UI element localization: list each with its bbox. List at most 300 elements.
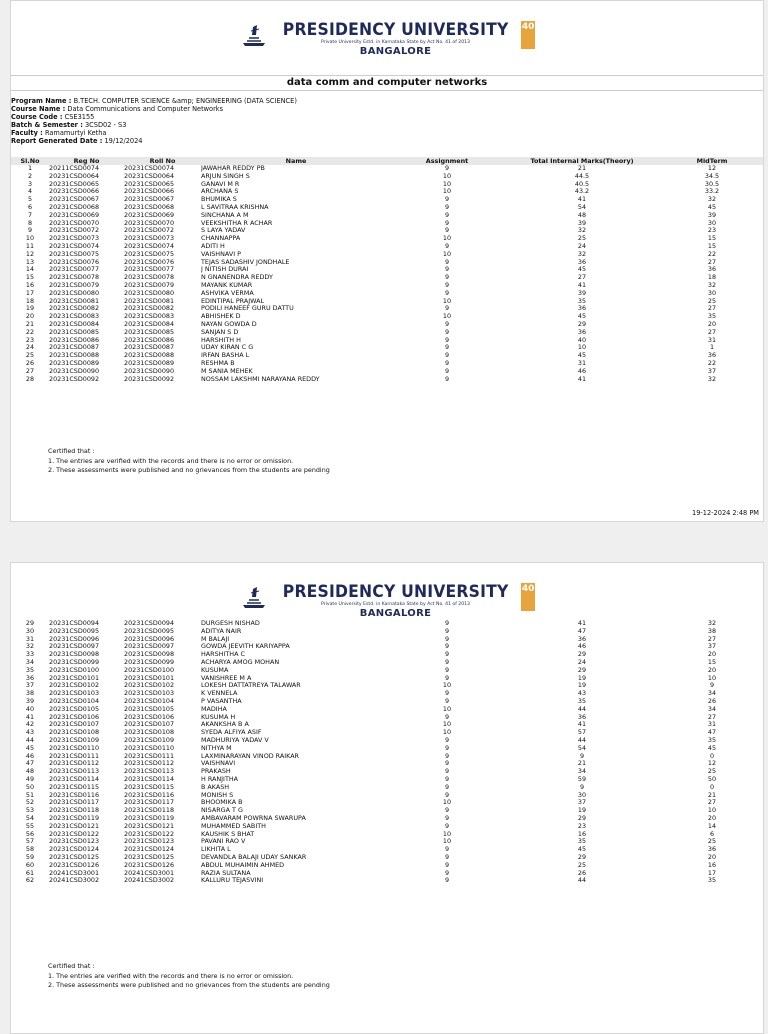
- cell-total: 54: [577, 744, 587, 752]
- cell-regno: 20231CSD0087: [49, 344, 100, 352]
- header-midterm: MidTerm: [661, 157, 763, 165]
- cell-assignment: 9: [444, 258, 450, 266]
- cell-assignment: 9: [444, 643, 450, 651]
- table-row: [11, 737, 763, 745]
- cell-midterm: 35: [707, 877, 717, 885]
- cell-slno: 8: [27, 219, 33, 227]
- marks-table-continued: [11, 620, 763, 885]
- cell-name: NISARGA T G: [201, 807, 243, 815]
- university-emblem-icon: [239, 21, 269, 51]
- cell-regno: 20231CSD0066: [49, 188, 100, 196]
- cell-assignment: 9: [444, 791, 450, 799]
- table-row: [11, 266, 763, 274]
- cell-assignment: 9: [444, 783, 450, 791]
- cell-midterm: 18: [707, 274, 717, 282]
- cell-slno: 51: [25, 791, 35, 799]
- cell-regno: 20231CSD0111: [49, 752, 100, 760]
- cell-slno: 15: [25, 274, 35, 282]
- cell-assignment: 9: [444, 877, 450, 885]
- cell-assignment: 9: [444, 219, 450, 227]
- cell-regno: 20231CSD0069: [49, 211, 100, 219]
- cell-assignment: 9: [444, 627, 450, 635]
- cell-total: 10: [577, 344, 587, 352]
- table-row: [11, 259, 763, 267]
- cell-total: 24: [577, 658, 587, 666]
- cell-assignment: 10: [442, 297, 452, 305]
- cell-midterm: 0: [709, 752, 715, 760]
- cell-name: EDINTIPAL PRAJWAL: [201, 297, 265, 305]
- cell-slno: 38: [25, 690, 35, 698]
- cell-midterm: 36: [707, 352, 717, 360]
- cell-assignment: 9: [444, 344, 450, 352]
- table-row: [11, 846, 763, 854]
- cell-slno: 27: [25, 367, 35, 375]
- cell-name: SINCHANA A M: [201, 211, 249, 219]
- cell-name: BHUMIKA S: [201, 196, 237, 204]
- table-row: [11, 682, 763, 690]
- cell-name: AKANKSHA B A: [201, 721, 249, 729]
- cell-name: HARSHITH H: [201, 336, 241, 344]
- cell-total: 29: [577, 853, 587, 861]
- cell-midterm: 20: [707, 853, 717, 861]
- cell-rollno: 20231CSD0122: [124, 830, 175, 838]
- cell-total: 30: [577, 791, 587, 799]
- cell-slno: 25: [25, 352, 35, 360]
- cell-midterm: 45: [707, 744, 717, 752]
- cell-name: PODILI HANEEF GURU DATTU: [201, 305, 294, 313]
- cell-assignment: 9: [444, 635, 450, 643]
- cell-rollno: 20231CSD0118: [124, 807, 175, 815]
- table-row: [11, 344, 763, 352]
- cell-assignment: 10: [442, 682, 452, 690]
- cell-midterm: 10: [707, 807, 717, 815]
- cell-name: DURGESH NISHAD: [201, 620, 260, 627]
- cell-total: 46: [577, 643, 587, 651]
- cell-rollno: 20231CSD0123: [124, 838, 175, 846]
- cell-slno: 61: [25, 869, 35, 877]
- cell-midterm: 34.5: [704, 172, 720, 180]
- cell-midterm: 27: [707, 328, 717, 336]
- table-row: [11, 831, 763, 839]
- cell-regno: 20231CSD0114: [49, 775, 100, 783]
- cell-regno: 20231CSD0122: [49, 830, 100, 838]
- cell-rollno: 20231CSD0074: [124, 242, 175, 250]
- cell-total: 31: [577, 359, 587, 367]
- cell-regno: 20231CSD0072: [49, 227, 100, 235]
- header-name: Name: [201, 157, 391, 165]
- cell-midterm: 10: [707, 674, 717, 682]
- cell-total: 16: [577, 830, 587, 838]
- cell-total: 45: [577, 352, 587, 360]
- cell-total: 9: [579, 783, 585, 791]
- table-row: [11, 667, 763, 675]
- cell-slno: 13: [25, 258, 35, 266]
- cell-rollno: 20231CSD0073: [124, 235, 175, 243]
- table-row: [11, 376, 763, 384]
- table-row: [11, 815, 763, 823]
- cell-slno: 31: [25, 635, 35, 643]
- cell-slno: 50: [25, 783, 35, 791]
- cell-midterm: 27: [707, 258, 717, 266]
- cell-midterm: 37: [707, 367, 717, 375]
- cell-assignment: 9: [444, 203, 450, 211]
- cell-slno: 14: [25, 266, 35, 274]
- cell-total: 29: [577, 666, 587, 674]
- cell-name: ABDUL MUHAIMIN AHMED: [201, 861, 285, 869]
- cell-total: 36: [577, 328, 587, 336]
- cell-slno: 2: [27, 172, 33, 180]
- cell-slno: 3: [27, 180, 33, 188]
- cell-name: ARJUN SINGH S: [201, 172, 250, 180]
- cell-regno: 20231CSD0112: [49, 760, 100, 768]
- cell-regno: 20231CSD0086: [49, 336, 100, 344]
- cell-slno: 5: [27, 196, 33, 204]
- cell-assignment: 9: [444, 352, 450, 360]
- cell-assignment: 9: [444, 814, 450, 822]
- cell-slno: 28: [25, 375, 35, 383]
- table-row: [11, 628, 763, 636]
- cell-assignment: 9: [444, 822, 450, 830]
- cell-midterm: 47: [707, 729, 717, 737]
- anniversary-badge: 40: [521, 21, 535, 49]
- table-row: [11, 298, 763, 306]
- cell-slno: 62: [25, 877, 35, 885]
- cell-name: HARSHITHA C: [201, 651, 245, 659]
- cell-regno: 20231CSD0079: [49, 281, 100, 289]
- cell-name: TEJAS SADASHIV JONDHALE: [201, 258, 290, 266]
- cell-total: 41: [577, 281, 587, 289]
- cell-name: PRAKASH: [201, 768, 231, 776]
- cell-assignment: 9: [444, 807, 450, 815]
- cell-rollno: 20231CSD0085: [124, 328, 175, 336]
- header-total: Total Internal Marks(Theory): [503, 157, 661, 165]
- table-row: [11, 305, 763, 313]
- cell-assignment: 9: [444, 674, 450, 682]
- cell-name: JAWAHAR REDDY PB: [201, 165, 265, 172]
- cell-total: 46: [577, 367, 587, 375]
- cell-regno: 20231CSD0113: [49, 768, 100, 776]
- cell-rollno: 20231CSD0125: [124, 853, 175, 861]
- cell-total: 9: [579, 752, 585, 760]
- cell-midterm: 32: [707, 620, 717, 627]
- cell-slno: 22: [25, 328, 35, 336]
- cell-rollno: 20231CSD0090: [124, 367, 175, 375]
- cell-total: 35: [577, 297, 587, 305]
- cell-total: 37: [577, 799, 587, 807]
- cell-name: LIKHITA L: [201, 846, 231, 854]
- cell-total: 19: [577, 682, 587, 690]
- cell-midterm: 34: [707, 705, 717, 713]
- table-row: [11, 760, 763, 768]
- cell-slno: 9: [27, 227, 33, 235]
- report-date-row: Report Generated Date : 19/12/2024: [11, 137, 143, 146]
- cell-name: MONISH S: [201, 791, 234, 799]
- cell-assignment: 9: [444, 651, 450, 659]
- cell-rollno: 20231CSD0109: [124, 736, 175, 744]
- cell-regno: 20231CSD0065: [49, 180, 100, 188]
- cell-name: RESHMA B: [201, 359, 235, 367]
- university-city: BANGALORE: [359, 46, 432, 57]
- cell-midterm: 21: [707, 791, 717, 799]
- cell-regno: 20231CSD0126: [49, 861, 100, 869]
- table-row: [11, 337, 763, 345]
- cell-rollno: 20231CSD0089: [124, 359, 175, 367]
- cell-regno: 20231CSD0067: [49, 196, 100, 204]
- cell-name: ARCHANA S: [201, 188, 239, 196]
- cell-regno: 20241CSD3002: [49, 877, 100, 885]
- table-body: [11, 165, 763, 383]
- cell-name: SYEDA ALFIYA ASIF: [201, 729, 262, 737]
- cell-assignment: 9: [444, 375, 450, 383]
- cell-slno: 16: [25, 281, 35, 289]
- cell-regno: 20231CSD0118: [49, 807, 100, 815]
- cell-name: NOSSAM LAKSHMI NARAYANA REDDY: [201, 375, 320, 383]
- cell-assignment: 9: [444, 328, 450, 336]
- cell-rollno: 20231CSD0101: [124, 674, 175, 682]
- header-regno: Reg No: [49, 157, 124, 165]
- table-row: [11, 721, 763, 729]
- cell-rollno: 20231CSD0081: [124, 297, 175, 305]
- cell-regno: 20231CSD0070: [49, 219, 100, 227]
- cell-rollno: 20231CSD0088: [124, 352, 175, 360]
- table-row: [11, 862, 763, 870]
- cell-assignment: 9: [444, 281, 450, 289]
- cert-heading: Certified that :: [48, 447, 95, 455]
- cell-total: 23: [577, 822, 587, 830]
- cell-rollno: 20231CSD0086: [124, 336, 175, 344]
- cell-name: AMBAVARAM POWRNA SWARUPA: [201, 814, 306, 822]
- cell-total: 19: [577, 674, 587, 682]
- cell-slno: 45: [25, 744, 35, 752]
- cell-rollno: 20231CSD0092: [124, 375, 175, 383]
- university-logo: [11, 21, 763, 67]
- cell-midterm: 32: [707, 375, 717, 383]
- cell-total: 32: [577, 250, 587, 258]
- cell-rollno: 20231CSD0064: [124, 172, 175, 180]
- cell-slno: 12: [25, 250, 35, 258]
- cell-total: 44.5: [574, 172, 590, 180]
- cell-regno: 20231CSD0088: [49, 352, 100, 360]
- cell-midterm: 32: [707, 196, 717, 204]
- cell-rollno: 20231CSD0119: [124, 814, 175, 822]
- table-row: [11, 227, 763, 235]
- cell-rollno: 20231CSD0067: [124, 196, 175, 204]
- table-row: [11, 838, 763, 846]
- cell-slno: 54: [25, 814, 35, 822]
- table-row: [11, 768, 763, 776]
- cell-name: SANJAN S D: [201, 328, 239, 336]
- cell-total: 44: [577, 877, 587, 885]
- table-row: [11, 753, 763, 761]
- cell-assignment: 9: [444, 666, 450, 674]
- marks-table: [11, 157, 763, 383]
- cell-regno: 20231CSD0081: [49, 297, 100, 305]
- cell-assignment: 9: [444, 713, 450, 721]
- cell-midterm: 36: [707, 846, 717, 854]
- cell-regno: 20231CSD0105: [49, 705, 100, 713]
- cell-name: VAISHNAVI P: [201, 250, 241, 258]
- cell-total: 36: [577, 713, 587, 721]
- cell-midterm: 20: [707, 320, 717, 328]
- cell-assignment: 10: [442, 250, 452, 258]
- cell-midterm: 27: [707, 305, 717, 313]
- cell-regno: 20231CSD0107: [49, 721, 100, 729]
- cell-regno: 20231CSD0089: [49, 359, 100, 367]
- university-subtitle: Private University Estd. in Karnataka State by Act No. 41 of 2013: [321, 40, 470, 45]
- cell-midterm: 35: [707, 736, 717, 744]
- cell-slno: 46: [25, 752, 35, 760]
- header-slno: Sl.No: [11, 157, 49, 165]
- cell-total: 36: [577, 635, 587, 643]
- cell-slno: 47: [25, 760, 35, 768]
- cell-regno: 20231CSD0073: [49, 235, 100, 243]
- table-row: [11, 690, 763, 698]
- table-row: [11, 360, 763, 368]
- cell-slno: 10: [25, 235, 35, 243]
- cell-name: LOKESH DATTATREYA TALAWAR: [201, 682, 301, 690]
- cell-total: 45: [577, 846, 587, 854]
- cert-line-2: 2. These assessments were published and no grievances from the students are pending: [48, 981, 330, 990]
- cell-name: N GNANENDRA REDDY: [201, 274, 273, 282]
- cell-total: 29: [577, 814, 587, 822]
- cell-rollno: 20231CSD0116: [124, 791, 175, 799]
- cell-slno: 23: [25, 336, 35, 344]
- cell-name: P VASANTHA: [201, 697, 242, 705]
- cell-midterm: 45: [707, 203, 717, 211]
- cell-total: 36: [577, 258, 587, 266]
- cell-midterm: 22: [707, 359, 717, 367]
- cell-slno: 35: [25, 666, 35, 674]
- cell-slno: 37: [25, 682, 35, 690]
- cell-slno: 4: [27, 188, 33, 196]
- cell-slno: 58: [25, 846, 35, 854]
- cell-regno: 20231CSD0097: [49, 643, 100, 651]
- cell-total: 41: [577, 721, 587, 729]
- cell-midterm: 20: [707, 651, 717, 659]
- cell-total: 43.2: [574, 188, 590, 196]
- cell-slno: 32: [25, 643, 35, 651]
- cell-assignment: 10: [442, 188, 452, 196]
- cell-regno: 20231CSD0117: [49, 799, 100, 807]
- cell-midterm: 23: [707, 227, 717, 235]
- cell-assignment: 9: [444, 242, 450, 250]
- cell-slno: 36: [25, 674, 35, 682]
- cell-name: KALLURU TEJASVINI: [201, 877, 264, 885]
- cell-rollno: 20231CSD0070: [124, 219, 175, 227]
- cell-rollno: 20231CSD0106: [124, 713, 175, 721]
- cell-assignment: 9: [444, 289, 450, 297]
- table-row: [11, 651, 763, 659]
- cell-total: 34: [577, 768, 587, 776]
- cell-rollno: 20231CSD0082: [124, 305, 175, 313]
- table-row: [11, 368, 763, 376]
- cell-rollno: 20231CSD0110: [124, 744, 175, 752]
- cell-total: 54: [577, 203, 587, 211]
- cell-slno: 42: [25, 721, 35, 729]
- cell-rollno: 20231CSD0103: [124, 690, 175, 698]
- cell-regno: 20231CSD0100: [49, 666, 100, 674]
- cell-midterm: 34: [707, 690, 717, 698]
- cell-total: 39: [577, 219, 587, 227]
- cell-total: 19: [577, 807, 587, 815]
- cell-midterm: 9: [709, 682, 715, 690]
- cell-slno: 59: [25, 853, 35, 861]
- cell-regno: 20231CSD0110: [49, 744, 100, 752]
- cell-rollno: 20231CSD0065: [124, 180, 175, 188]
- cell-regno: 20231CSD0108: [49, 729, 100, 737]
- cell-slno: 1: [27, 165, 33, 172]
- table-row: [11, 352, 763, 360]
- cell-slno: 21: [25, 320, 35, 328]
- cell-assignment: 9: [444, 744, 450, 752]
- cell-regno: 20231CSD0121: [49, 822, 100, 830]
- cell-regno: 20231CSD0124: [49, 846, 100, 854]
- divider: [11, 75, 763, 76]
- cell-assignment: 9: [444, 305, 450, 313]
- cell-total: 47: [577, 627, 587, 635]
- table-row: [11, 792, 763, 800]
- cell-assignment: 10: [442, 313, 452, 321]
- table-row: [11, 870, 763, 878]
- cell-name: CHANNAPPA: [201, 235, 241, 243]
- cell-regno: 20231CSD0094: [49, 620, 100, 627]
- cell-assignment: 9: [444, 211, 450, 219]
- cell-rollno: 20231CSD0107: [124, 721, 175, 729]
- cell-regno: 20231CSD0104: [49, 697, 100, 705]
- cell-assignment: 9: [444, 846, 450, 854]
- cell-rollno: 20231CSD0098: [124, 651, 175, 659]
- cell-rollno: 20241CSD3002: [124, 877, 175, 885]
- cell-rollno: 20231CSD0096: [124, 635, 175, 643]
- cell-total: 21: [577, 760, 587, 768]
- cell-assignment: 9: [444, 697, 450, 705]
- cell-name: L SAVITRAA KRISHNA: [201, 203, 269, 211]
- cell-slno: 17: [25, 289, 35, 297]
- cell-regno: 20231CSD0102: [49, 682, 100, 690]
- table-row: [11, 706, 763, 714]
- table-row: [11, 636, 763, 644]
- cell-regno: 20231CSD0064: [49, 172, 100, 180]
- cell-regno: 20231CSD0106: [49, 713, 100, 721]
- cell-total: 29: [577, 651, 587, 659]
- generated-timestamp: 19-12-2024 2:48 PM: [692, 509, 759, 517]
- cell-assignment: 9: [444, 359, 450, 367]
- cell-assignment: 9: [444, 266, 450, 274]
- cell-total: 35: [577, 697, 587, 705]
- cell-name: KAUSHIK S BHAT: [201, 830, 255, 838]
- table-row: [11, 212, 763, 220]
- cell-midterm: 37: [707, 643, 717, 651]
- cell-assignment: 9: [444, 752, 450, 760]
- cell-rollno: 20231CSD0095: [124, 627, 175, 635]
- cell-rollno: 20231CSD0083: [124, 313, 175, 321]
- cell-name: K VENNELA: [201, 690, 238, 698]
- cell-midterm: 30: [707, 219, 717, 227]
- cell-assignment: 10: [442, 180, 452, 188]
- cell-rollno: 20231CSD0102: [124, 682, 175, 690]
- cell-total: 39: [577, 289, 587, 297]
- cell-slno: 40: [25, 705, 35, 713]
- table-row: [11, 745, 763, 753]
- cell-rollno: 20231CSD0078: [124, 274, 175, 282]
- cell-name: GOWDA JEEVITH KARIYAPPA: [201, 643, 290, 651]
- cell-total: 35: [577, 838, 587, 846]
- cell-regno: 20231CSD0085: [49, 328, 100, 336]
- header-assignment: Assignment: [391, 157, 503, 165]
- cell-regno: 20231CSD0084: [49, 320, 100, 328]
- cell-regno: 20231CSD0109: [49, 736, 100, 744]
- table-row: [11, 290, 763, 298]
